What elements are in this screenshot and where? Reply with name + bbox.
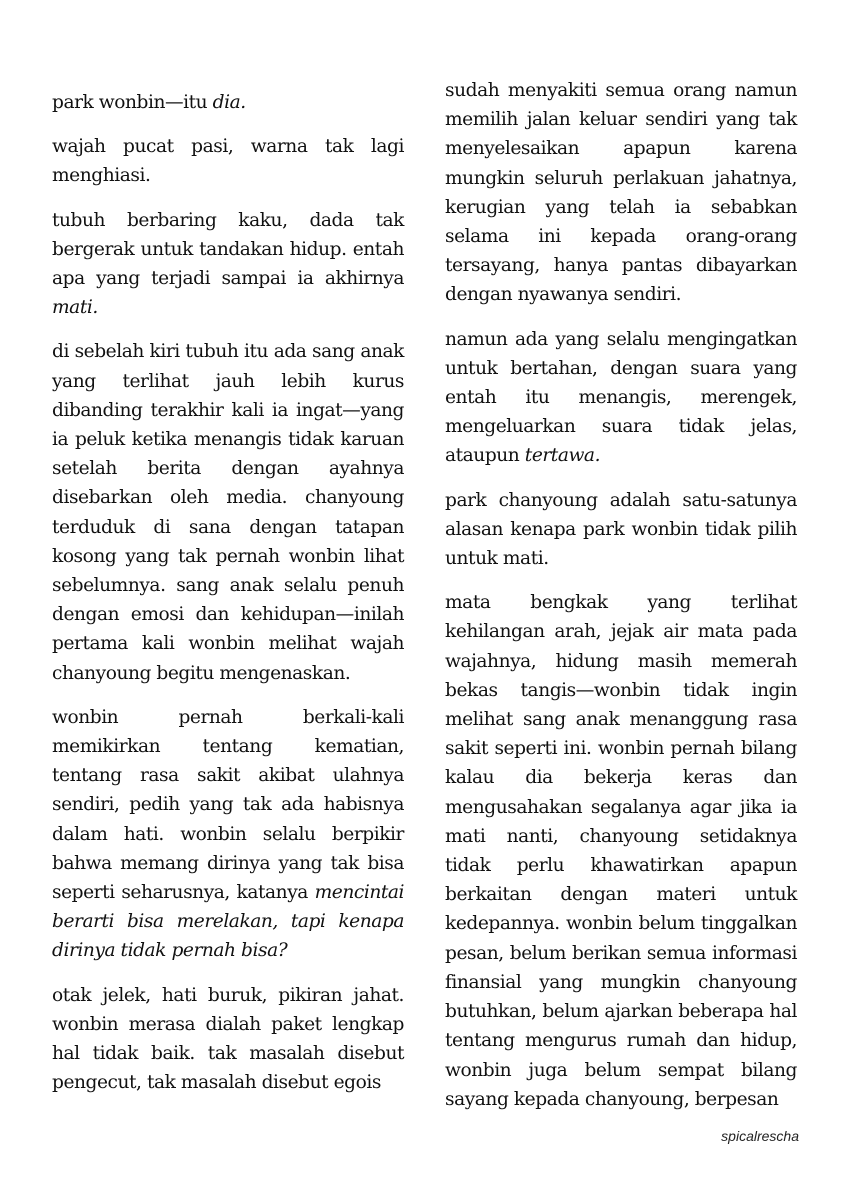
paragraph: di sebelah kiri tubuh itu ada sang anak yang terlihat jauh lebih kurus dibanding terakhir kali ia ingat—yang ia peluk ketika menangis tidak karuan setelah berita dengan ayahnya disebarkan oleh media. chanyoung terduduk di sana dengan tatapan kosong yang tak pernah wonbin lihat sebelumnya. sang anak selalu penuh dengan emosi dan kehidupan—inilah pertama kali wonbin melihat wajah chanyoung begitu mengenaskan. (52, 341, 404, 684)
paragraph: wajah pucat pasi, warna tak lagi menghiasi. (52, 136, 404, 187)
paragraph: sudah menyakiti semua orang namun memilih jalan keluar sendiri yang tak menyelesaikan apapun karena mungkin seluruh perlakuan jahatnya, kerugian yang telah ia sebabkan selama ini kepada orang-orang tersayang, hanya pantas dibayarkan dengan nyawanya sendiri. (445, 80, 797, 306)
author-signature: spicalrescha (721, 1128, 799, 1144)
paragraph: namun ada yang selalu mengingatkan untuk bertahan, dengan suara yang entah itu menangis, merengek, mengeluarkan suara tidak jelas, ataupun tertawa. (445, 328, 797, 467)
paragraph: park wonbin—itu dia. (52, 92, 246, 113)
paragraph: otak jelek, hati buruk, pikiran jahat. wonbin merasa dialah paket lengkap hal tidak baik. tak masalah disebut pengecut, tak masalah disebut egois (52, 984, 404, 1094)
paragraph: park chanyoung adalah satu-satunya alasan kenapa park wonbin tidak pilih untuk mati. (445, 489, 797, 570)
left-column (52, 88, 404, 1113)
paragraph: wonbin pernah berkali-kali memikirkan tentang kematian, tentang rasa sakit akibat ulahnya sendiri, pedih yang tak ada habisnya dalam hati. wonbin selalu berpikir bahwa memang dirinya yang tak bisa seperti seharusnya, katanya mencintai berarti bisa merelakan, tapi kenapa dirinya tidak pernah bisa? (52, 706, 404, 962)
paragraph: tubuh berbaring kaku, dada tak bergerak untuk tandakan hidup. entah apa yang terjadi sampai ia akhirnya mati. (52, 209, 404, 319)
right-column (445, 76, 797, 1129)
paragraph: mata bengkak yang terlihat kehilangan arah, jejak air mata pada wajahnya, hidung masih memerah bekas tangis—wonbin tidak ingin melihat sang anak menanggung rasa sakit seperti ini. wonbin pernah bilang kalau dia bekerja keras dan mengusahakan segalanya agar jika ia mati nanti, chanyoung setidaknya tidak perlu khawatirkan apapun berkaitan dengan materi untuk kedepannya. wonbin belum tinggalkan pesan, belum berikan semua informasi finansial yang mungkin chanyoung butuhkan, belum ajarkan beberapa hal tentang mengurus rumah dan hidup, wonbin juga belum sempat bilang sayang kepada chanyoung, berpesan (445, 592, 797, 1110)
